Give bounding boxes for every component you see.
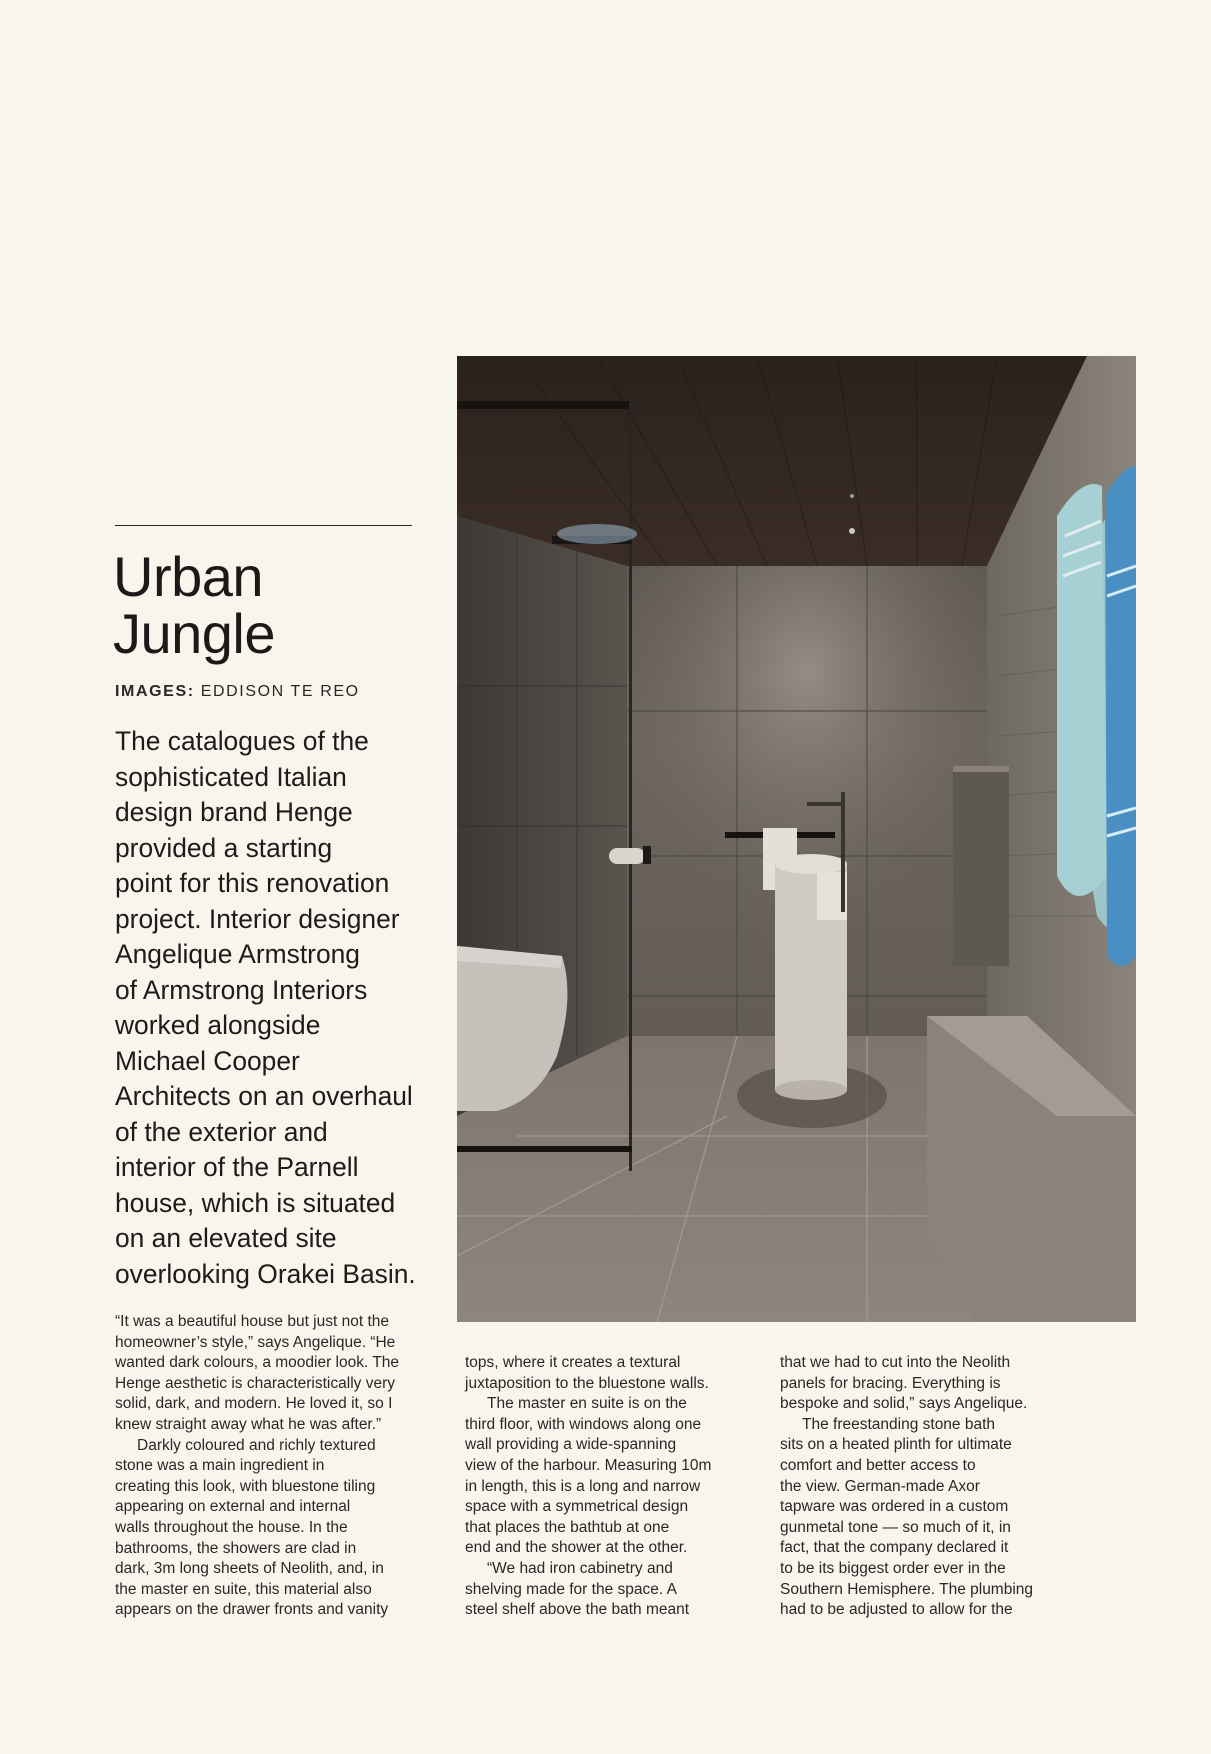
text-line: tapware was ordered in a custom bbox=[780, 1498, 1009, 1516]
title-rule bbox=[115, 525, 412, 526]
text-line: Henge aesthetic is characteristically very bbox=[115, 1374, 395, 1392]
text-line: shelving made for the space. A bbox=[465, 1580, 677, 1598]
text-line: homeowner’s style,” says Angelique. “He bbox=[115, 1333, 396, 1351]
body-column-2 bbox=[465, 1353, 711, 1621]
text-line: end and the shower at the other. bbox=[465, 1539, 688, 1557]
text-line: that places the bathtub at one bbox=[465, 1518, 670, 1536]
credit-label: IMAGES: bbox=[115, 683, 195, 700]
text-line: gunmetal tone — so much of it, in bbox=[780, 1518, 1011, 1536]
lede-paragraph bbox=[115, 724, 445, 1292]
bathroom-illustration bbox=[457, 356, 1136, 1322]
text-line: comfort and better access to bbox=[780, 1456, 976, 1474]
lede-line: provided a starting bbox=[115, 832, 333, 863]
text-line: that we had to cut into the Neolith bbox=[780, 1354, 1011, 1371]
text-line: steel shelf above the bath meant bbox=[465, 1601, 690, 1619]
lede-line: sophisticated Italian bbox=[115, 761, 347, 792]
text-line: juxtaposition to the bluestone walls. bbox=[465, 1374, 709, 1392]
credit-name: EDDISON TE REO bbox=[200, 683, 360, 700]
lede-line: point for this renovation bbox=[115, 868, 390, 898]
text-line: the view. German-made Axor bbox=[780, 1477, 980, 1495]
image-credit bbox=[115, 683, 360, 701]
lede-line: Architects on an overhaul bbox=[115, 1081, 413, 1111]
lede-line: interior of the Parnell bbox=[115, 1152, 359, 1182]
text-line: Darkly coloured and richly textured bbox=[137, 1436, 376, 1454]
text-line: wanted dark colours, a moodier look. The bbox=[115, 1354, 400, 1372]
text-line: the master en suite, this material also bbox=[115, 1580, 372, 1598]
text-line: knew straight away what he was after.” bbox=[115, 1415, 382, 1433]
lede-line: design brand Henge bbox=[115, 797, 353, 827]
lede-line: overlooking Orakei Basin. bbox=[115, 1258, 416, 1289]
text-line: creating this look, with bluestone tiling bbox=[115, 1477, 376, 1495]
text-line: The freestanding stone bath bbox=[802, 1415, 996, 1433]
text-line: “We had iron cabinetry and bbox=[487, 1559, 673, 1577]
lede-line: of Armstrong Interiors bbox=[115, 974, 368, 1005]
lede-line: on an elevated site bbox=[115, 1223, 337, 1253]
text-line: bathrooms, the showers are clad in bbox=[115, 1539, 357, 1557]
text-line: appears on the drawer fronts and vanity bbox=[115, 1601, 389, 1619]
article-title bbox=[113, 545, 433, 665]
lede-line: Michael Cooper bbox=[115, 1045, 300, 1076]
lede-line: Angelique Armstrong bbox=[115, 939, 360, 969]
text-line: stone was a main ingredient in bbox=[115, 1457, 325, 1475]
text-line: solid, dark, and modern. He loved it, so I bbox=[115, 1395, 393, 1413]
text-line: wall providing a wide-spanning bbox=[465, 1436, 677, 1454]
text-line: tops, where it creates a textural bbox=[465, 1354, 681, 1371]
text-line: bespoke and solid,” says Angelique. bbox=[780, 1395, 1028, 1413]
text-line: in length, this is a long and narrow bbox=[465, 1477, 701, 1495]
text-line: space with a symmetrical design bbox=[465, 1498, 689, 1516]
lede-line: worked alongside bbox=[115, 1010, 321, 1040]
text-line: Southern Hemisphere. The plumbing bbox=[780, 1580, 1034, 1598]
lede-line: project. Interior designer bbox=[115, 903, 400, 934]
title-line-2: Jungle bbox=[113, 602, 276, 665]
text-line: view of the harbour. Measuring 10m bbox=[465, 1456, 712, 1474]
body-column-1 bbox=[115, 1312, 399, 1621]
lede-line: The catalogues of the bbox=[115, 726, 369, 756]
text-line: The master en suite is on the bbox=[487, 1395, 687, 1413]
lede-line: house, which is situated bbox=[115, 1187, 396, 1218]
text-line: to be its biggest order ever in the bbox=[780, 1559, 1006, 1577]
text-line: walls throughout the house. In the bbox=[115, 1518, 348, 1536]
text-line: panels for bracing. Everything is bbox=[780, 1374, 1001, 1392]
text-line: appearing on external and internal bbox=[115, 1498, 351, 1516]
bathroom-photo bbox=[457, 356, 1136, 1322]
title-line-1: Urban bbox=[113, 545, 264, 608]
text-line: had to be adjusted to allow for the bbox=[780, 1601, 1013, 1619]
body-column-3 bbox=[780, 1353, 1033, 1621]
text-line: “It was a beautiful house but just not the bbox=[115, 1313, 390, 1330]
text-line: third floor, with windows along one bbox=[465, 1415, 702, 1433]
text-line: dark, 3m long sheets of Neolith, and, in bbox=[115, 1560, 384, 1578]
text-line: fact, that the company declared it bbox=[780, 1539, 1009, 1557]
text-line: sits on a heated plinth for ultimate bbox=[780, 1436, 1012, 1454]
lede-line: of the exterior and bbox=[115, 1116, 328, 1147]
